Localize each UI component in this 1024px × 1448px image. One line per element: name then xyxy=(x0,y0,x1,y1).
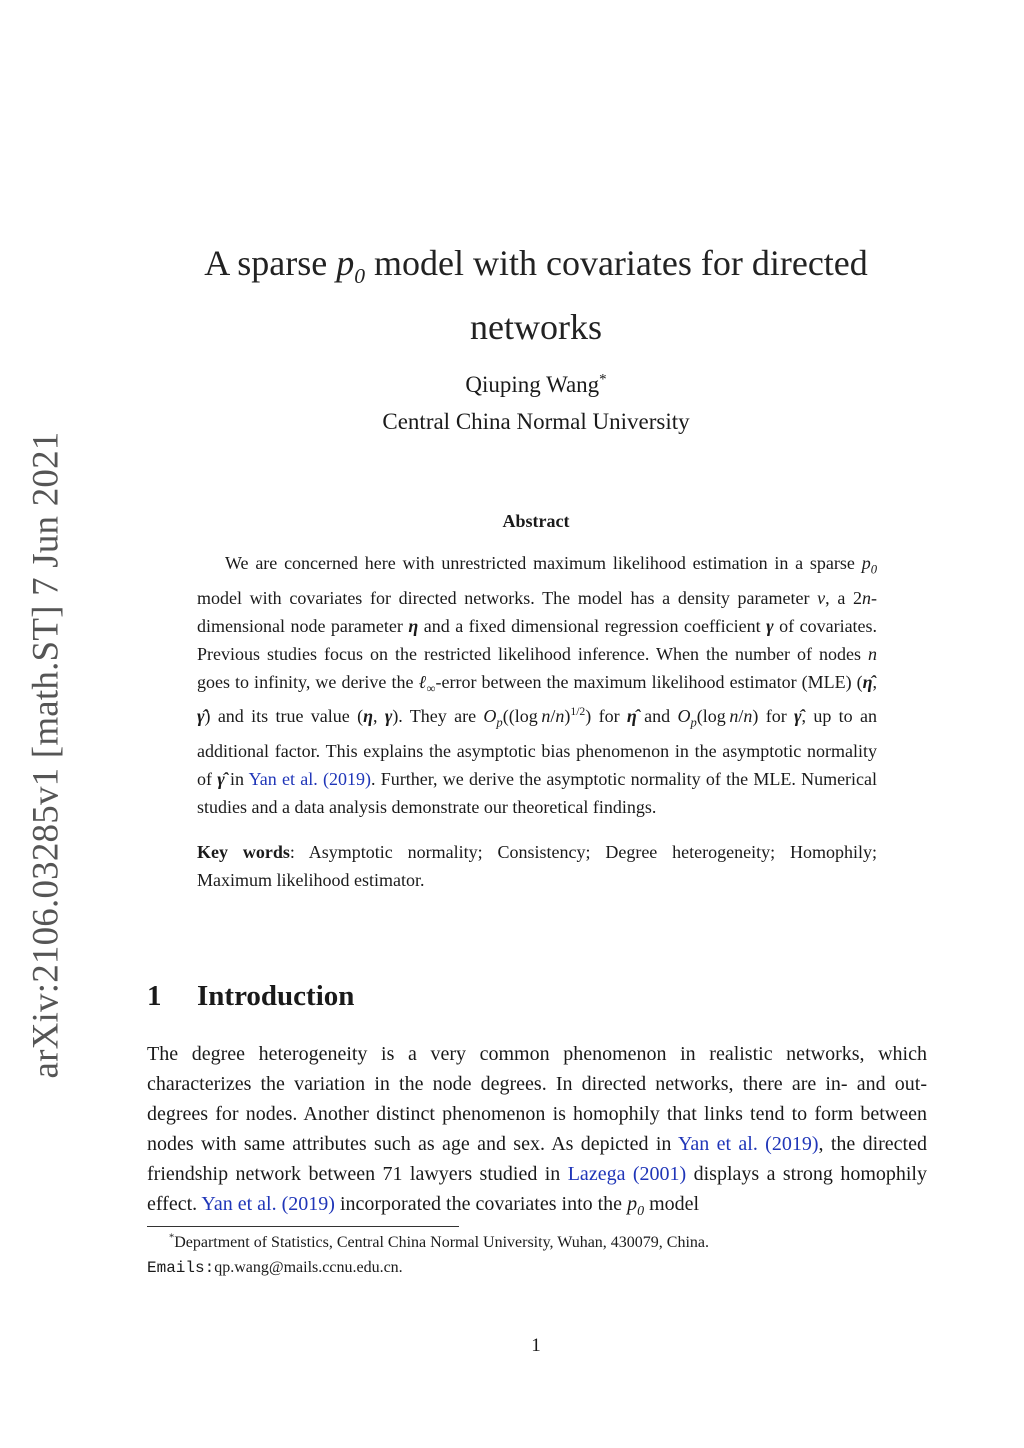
citation-link-yan-2019[interactable]: Yan et al. (2019) xyxy=(248,768,371,789)
title-text-line2: networks xyxy=(470,307,602,348)
abstract-body: We are concerned here with unrestricted maximum likelihood estimation in a sparse $p_0$ model with covariates for directed networks. The model has a density parameter ν, a 2n-dimensional node parameter η and a fixed dimensional regression coefficient γ of covariates. Previous studies focus on the restricted likelihood inference. When the number of nodes n goes to infinity, we derive the ℓ$_\infty$-error between the maximum likelihood estimator (MLE) (η̂, γ̂) and its true value (η, γ). They are $O_p((\log$ n/n)$^{1/2}$) for η̂ and $O_p(\log$ n/n) for γ̂, up to an additional factor. This explains the asymptotic bias phenomenon in the asymptotic normality of γ̂ in Yan et al. (2019). Further, we derive the asymptotic normality of the MLE. Numerical studies and a data analysis demonstrate our theoretical findings. xyxy=(197,553,878,817)
author-block xyxy=(280,366,792,440)
footnote xyxy=(147,1230,927,1281)
citation-link-yan-2019[interactable]: Yan et al. (2019) xyxy=(201,1193,335,1215)
footnote-email[interactable]: qp.wang@mails.ccnu.edu.cn. xyxy=(214,1259,403,1276)
footnote-affiliation: Department of Statistics, Central China Normal University, Wuhan, 430079, China. xyxy=(174,1234,710,1251)
author-affiliation: Central China Normal University xyxy=(382,409,690,434)
introduction-paragraph: The degree heterogeneity is a very common phenomenon in realistic networks, which characterizes the variation in the node degrees. In directed networks, there are in- and out-degrees for nodes. Another distinct phenomenon is homophily that links tend to form between nodes with same attributes such as age and sex. As depicted in Yan et al. (2019), the directed friendship network between 71 lawyers studied in Lazega (2001) displays a strong homophily effect. Yan et al. (2019) incorporated the covariates into the $p_0$ model xyxy=(147,1043,927,1219)
citation-link-yan-2019[interactable]: Yan et al. (2019) xyxy=(677,1133,819,1155)
title-p-symbol: $p_0$ xyxy=(336,243,365,289)
title-text-post: model with covariates for directed xyxy=(373,243,868,283)
author-name: Qiuping Wang xyxy=(465,372,600,397)
footnote-marker: * xyxy=(169,1232,175,1244)
keywords xyxy=(197,838,877,894)
author-footnote-marker[interactable]: * xyxy=(599,371,607,388)
keywords-text: : Asymptotic normality; Consistency; Degree heterogeneity; Homophily; Maximum likelihood estimator. xyxy=(197,842,877,890)
footnote-email-label: Emails: xyxy=(147,1259,215,1277)
abstract-heading: Abstract xyxy=(502,511,570,531)
arxiv-identifier-stamp: arXiv:2106.03285v1 [math.ST] 7 Jun 2021 xyxy=(25,431,67,1079)
paper-title xyxy=(180,238,892,353)
citation-link-lazega-2001[interactable]: Lazega (2001) xyxy=(567,1163,687,1185)
section-number: 1 xyxy=(147,980,162,1012)
footnote-divider xyxy=(147,1226,459,1227)
keywords-label: Key words xyxy=(197,842,290,862)
title-text-pre: A sparse xyxy=(204,243,328,283)
page-number: 1 xyxy=(531,1335,541,1356)
section-title: Introduction xyxy=(197,980,355,1012)
section-heading-introduction xyxy=(147,980,354,1013)
